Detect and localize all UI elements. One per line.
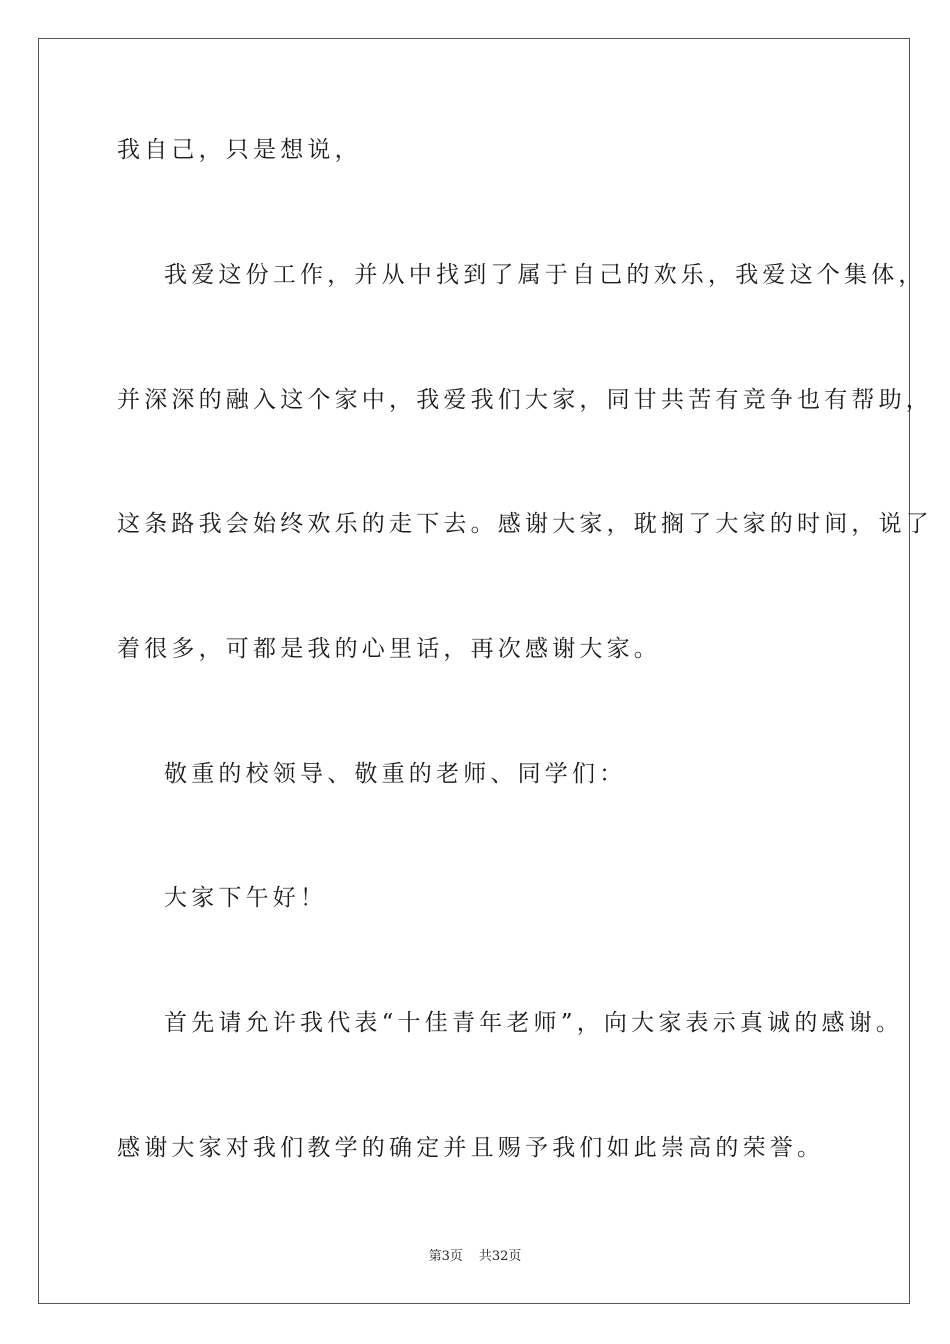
text-line-3: 并深深的融入这个家中，我爱我们大家，同甘共苦有竞争也有帮助， — [117, 387, 933, 413]
text-line-8: 首先请允许我代表“十佳青年老师”，向大家表示真诚的感谢。 — [164, 1010, 904, 1036]
text-line-7: 大家下午好！ — [164, 885, 328, 911]
page-footer — [0, 1248, 950, 1266]
text-line-2: 我爱这份工作，并从中找到了属于自己的欢乐，我爱这个集体， — [164, 262, 926, 288]
text-line-4: 这条路我会始终欢乐的走下去。感谢大家，耽搁了大家的时间，说了 — [117, 511, 933, 537]
text-line-6: 敬重的校领导、敬重的老师、同学们： — [164, 761, 627, 787]
page-border — [38, 38, 910, 1304]
text-line-1: 我自己，只是想说， — [117, 137, 362, 163]
text-line-5: 着很多，可都是我的心里话，再次感谢大家。 — [117, 636, 661, 662]
text-line-9: 感谢大家对我们教学的确定并且赐予我们如此崇高的荣誉。 — [117, 1135, 825, 1161]
page-number: 第3页 — [428, 1249, 463, 1264]
page-total: 共32页 — [478, 1249, 522, 1264]
